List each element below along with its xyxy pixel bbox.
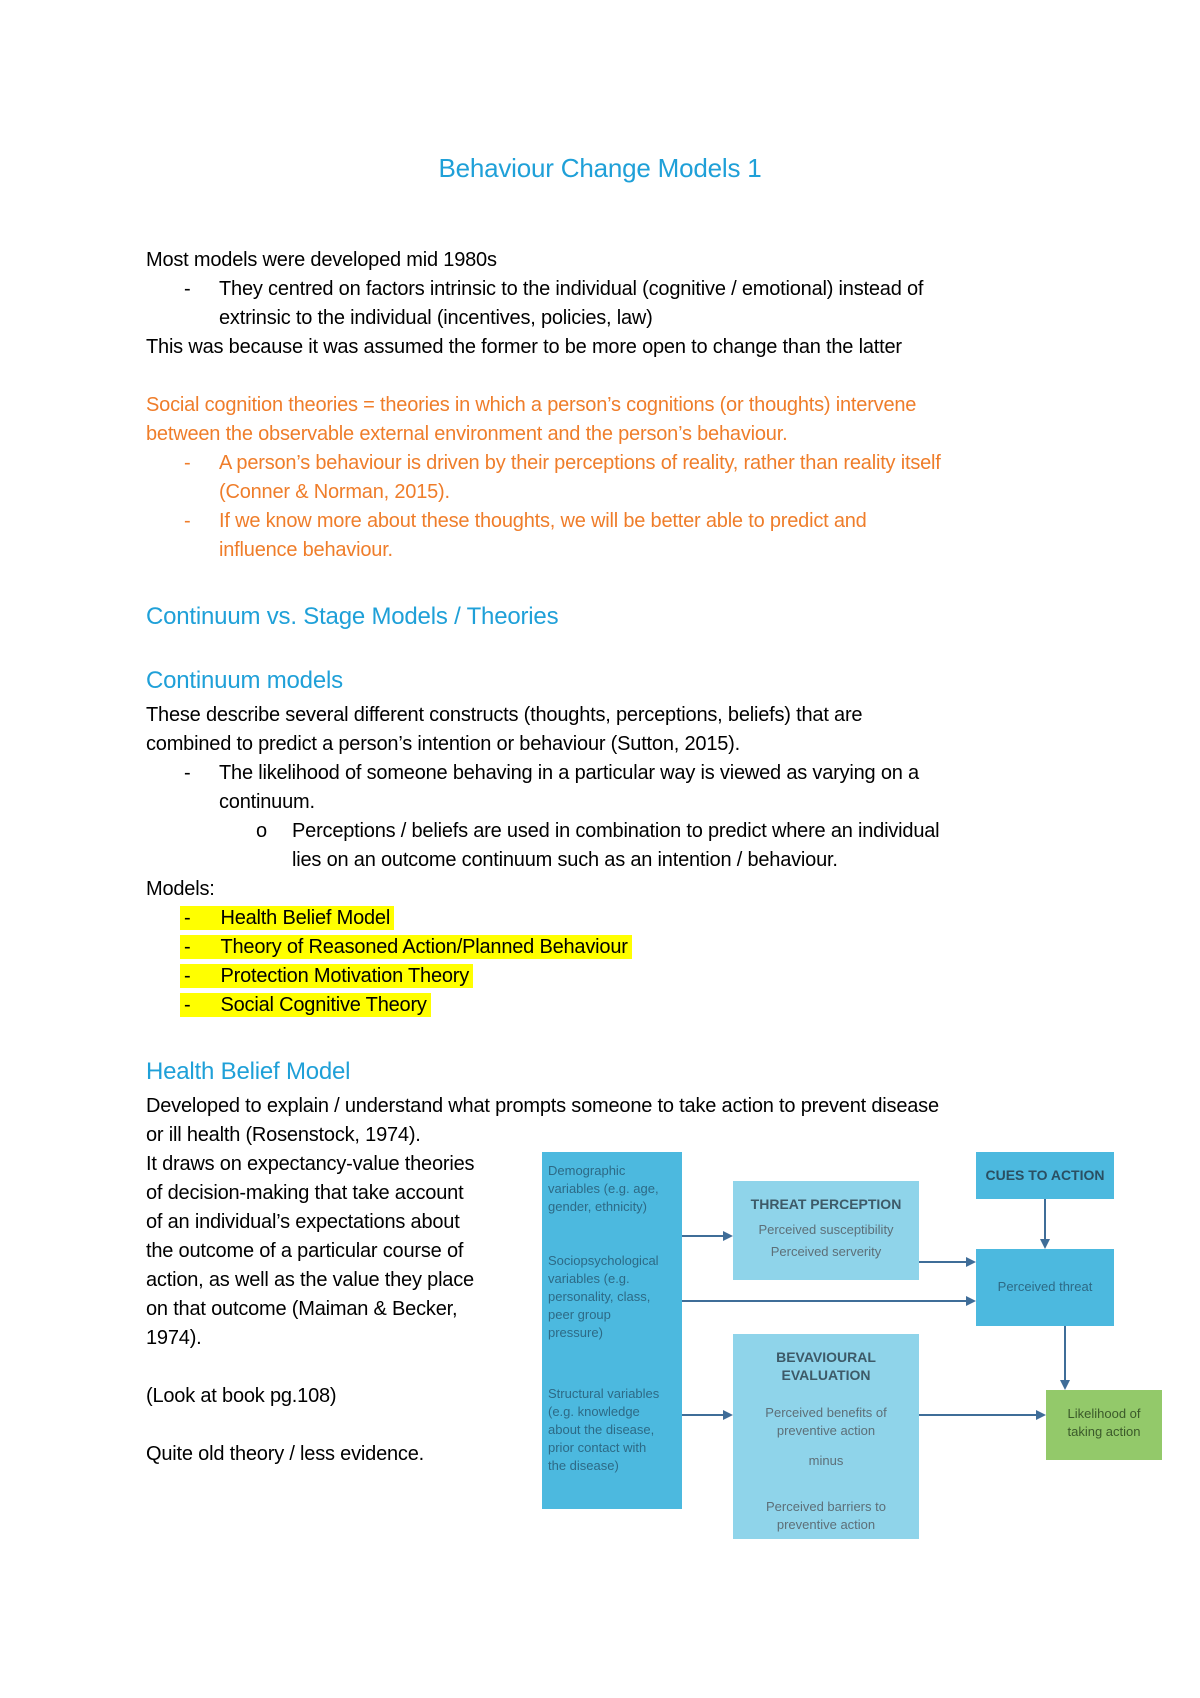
continuum-sub-bullet-cont: lies on an outcome continuum such as an intention / behaviour. [292, 849, 838, 871]
continuum-bullet-cont: continuum. [219, 791, 315, 813]
model-name: Protection Motivation Theory [220, 965, 470, 987]
bullet-dash: - [184, 452, 191, 474]
box-line: Perceived barriers to [766, 1499, 886, 1514]
title-line: EVALUATION [781, 1367, 871, 1383]
perceived-severity: Perceived serverity [770, 1244, 882, 1259]
bullet-dash: - [184, 994, 191, 1016]
models-label: Models: [146, 878, 215, 900]
model-name: Health Belief Model [220, 907, 391, 929]
hbm-text-line: of an individual’s expectations about [146, 1211, 460, 1233]
box-line: gender, ethnicity) [548, 1199, 648, 1214]
hbm-heading: Health Belief Model [146, 1058, 351, 1085]
model-name: Social Cognitive Theory [220, 994, 427, 1016]
hbm-text-line: 1974). [146, 1327, 202, 1349]
hbm-paragraph-cont: or ill health (Rosenstock, 1974). [146, 1124, 421, 1146]
hbm-note: Quite old theory / less evidence. [146, 1443, 424, 1465]
perceived-threat-label: Perceived threat [997, 1279, 1093, 1294]
bullet-dash: - [184, 278, 191, 300]
title-line: BEVAVIOURAL [776, 1349, 876, 1365]
box-line: personality, class, [548, 1289, 651, 1304]
sub-bullet-marker: o [256, 820, 268, 842]
intro-line: This was because it was assumed the former to be more open to change than the latter [146, 336, 902, 358]
hbm-book-reference: (Look at book pg.108) [146, 1385, 337, 1407]
box-line: Structural variables [548, 1386, 660, 1401]
hbm-text-line: It draws on expectancy-value theories [146, 1153, 475, 1175]
continuum-paragraph-cont: combined to predict a person’s intention or behaviour (Sutton, 2015). [146, 733, 740, 755]
continuum-heading: Continuum models [146, 667, 343, 694]
box-line: (e.g. knowledge [548, 1404, 640, 1419]
box-line: Likelihood of [1067, 1406, 1141, 1421]
continuum-bullet: The likelihood of someone behaving in a particular way is viewed as varying on a [219, 762, 919, 784]
page-title: Behaviour Change Models 1 [438, 153, 762, 183]
intro-bullet-cont: extrinsic to the individual (incentives, policies, law) [219, 307, 653, 329]
box-line: preventive action [776, 1423, 876, 1438]
box-line: Sociopsychological [548, 1253, 659, 1268]
box-line: Perceived benefits of [765, 1405, 887, 1420]
box-line: pressure) [548, 1325, 603, 1340]
model-name: Theory of Reasoned Action/Planned Behaviour [220, 936, 628, 958]
box-line: preventive action [776, 1517, 876, 1532]
intro-line: Most models were developed mid 1980s [146, 249, 497, 271]
bullet-dash: - [184, 907, 191, 929]
hbm-paragraph: Developed to explain / understand what prompts someone to take action to prevent disease [146, 1095, 939, 1117]
hbm-text-line: the outcome of a particular course of [146, 1240, 464, 1262]
perceived-susceptibility: Perceived susceptibility [758, 1222, 894, 1237]
box-line: peer group [548, 1307, 611, 1322]
section-heading: Continuum vs. Stage Models / Theories [146, 603, 559, 630]
box-line: variables (e.g. [548, 1271, 630, 1286]
social-definition: Social cognition theories = theories in which a person’s cognitions (or thoughts) intervene [146, 394, 917, 416]
bullet-dash: - [184, 965, 191, 987]
box-line: prior contact with [548, 1440, 647, 1455]
box-line: variables (e.g. age, [548, 1181, 659, 1196]
bullet-dash: - [184, 510, 191, 532]
box-line: taking action [1067, 1424, 1141, 1439]
social-bullet: If we know more about these thoughts, we will be better able to predict and [219, 510, 867, 532]
social-definition-cont: between the observable external environment and the person’s behaviour. [146, 423, 788, 445]
social-bullet: A person’s behaviour is driven by their perceptions of reality, rather than reality itself [219, 452, 941, 474]
bullet-dash: - [184, 936, 191, 958]
hbm-text-line: of decision-making that take account [146, 1182, 464, 1204]
hbm-text-line: on that outcome (Maiman & Becker, [146, 1298, 458, 1320]
intro-bullet: They centred on factors intrinsic to the individual (cognitive / emotional) instead of [219, 278, 924, 300]
minus-label: minus [808, 1453, 844, 1468]
box-line: about the disease, [548, 1422, 655, 1437]
social-bullet-cont: (Conner & Norman, 2015). [219, 481, 450, 503]
continuum-sub-bullet: Perceptions / beliefs are used in combination to predict where an individual [292, 820, 940, 842]
social-bullet-cont: influence behaviour. [219, 539, 393, 561]
box-line: the disease) [548, 1458, 619, 1473]
continuum-paragraph: These describe several different constructs (thoughts, perceptions, beliefs) that are [146, 704, 863, 726]
hbm-text-line: action, as well as the value they place [146, 1269, 474, 1291]
threat-perception-title: THREAT PERCEPTION [750, 1196, 902, 1212]
box-line: Demographic [548, 1163, 626, 1178]
cues-to-action-label: CUES TO ACTION [985, 1167, 1105, 1183]
bullet-dash: - [184, 762, 191, 784]
